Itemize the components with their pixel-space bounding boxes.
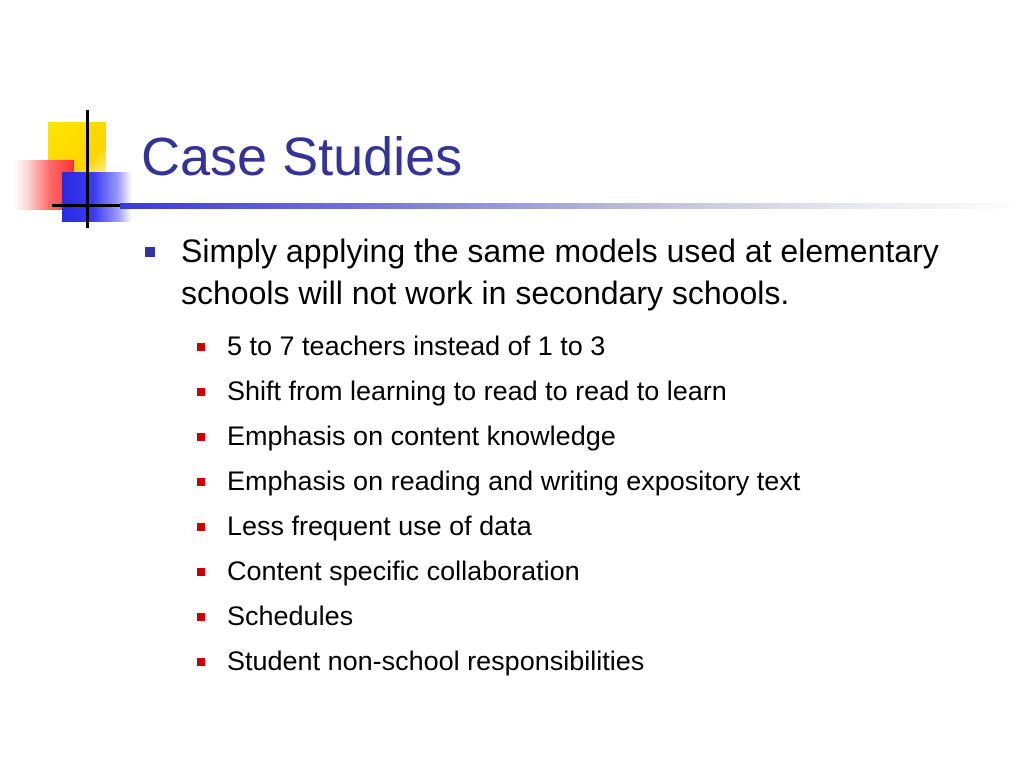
square-bullet-icon xyxy=(197,433,205,441)
square-bullet-icon xyxy=(145,247,155,257)
square-bullet-icon xyxy=(197,523,205,531)
square-bullet-icon xyxy=(197,568,205,576)
sub-bullet-item xyxy=(197,414,1005,459)
sub-bullet-text: Less frequent use of data xyxy=(227,511,532,541)
sub-bullet-item xyxy=(197,324,1005,369)
sub-bullet-item xyxy=(197,594,1005,639)
sub-bullet-item xyxy=(197,639,1005,684)
square-bullet-icon xyxy=(197,478,205,486)
sub-bullet-item xyxy=(197,504,1005,549)
vertical-line-shape xyxy=(86,110,89,228)
square-bullet-icon xyxy=(197,388,205,396)
sub-bullet-text: Shift from learning to read to read to learn xyxy=(227,376,727,406)
blue-square-shape xyxy=(62,172,132,222)
main-bullet-text: Simply applying the same models used at elementary schools will not work in secondary schools. xyxy=(181,233,939,311)
slide-content xyxy=(145,230,1005,684)
sub-bullet-item xyxy=(197,369,1005,414)
sub-bullet-text: 5 to 7 teachers instead of 1 to 3 xyxy=(227,331,606,361)
sub-bullet-text: Student non-school responsibilities xyxy=(227,646,645,676)
decorative-logo-graphic xyxy=(0,100,150,230)
sub-bullet-text: Emphasis on reading and writing expository text xyxy=(227,466,801,496)
square-bullet-icon xyxy=(197,613,205,621)
sub-bullet-item xyxy=(197,459,1005,504)
slide-title: Case Studies xyxy=(141,127,463,187)
title-underline-rule xyxy=(120,203,1024,209)
square-bullet-icon xyxy=(197,343,205,351)
sub-bullet-list xyxy=(145,324,1005,684)
main-bullet-item xyxy=(145,230,1005,314)
sub-bullet-text: Schedules xyxy=(227,601,354,631)
sub-bullet-text: Emphasis on content knowledge xyxy=(227,421,616,451)
square-bullet-icon xyxy=(197,658,205,666)
sub-bullet-text: Content specific collaboration xyxy=(227,556,580,586)
sub-bullet-item xyxy=(197,549,1005,594)
